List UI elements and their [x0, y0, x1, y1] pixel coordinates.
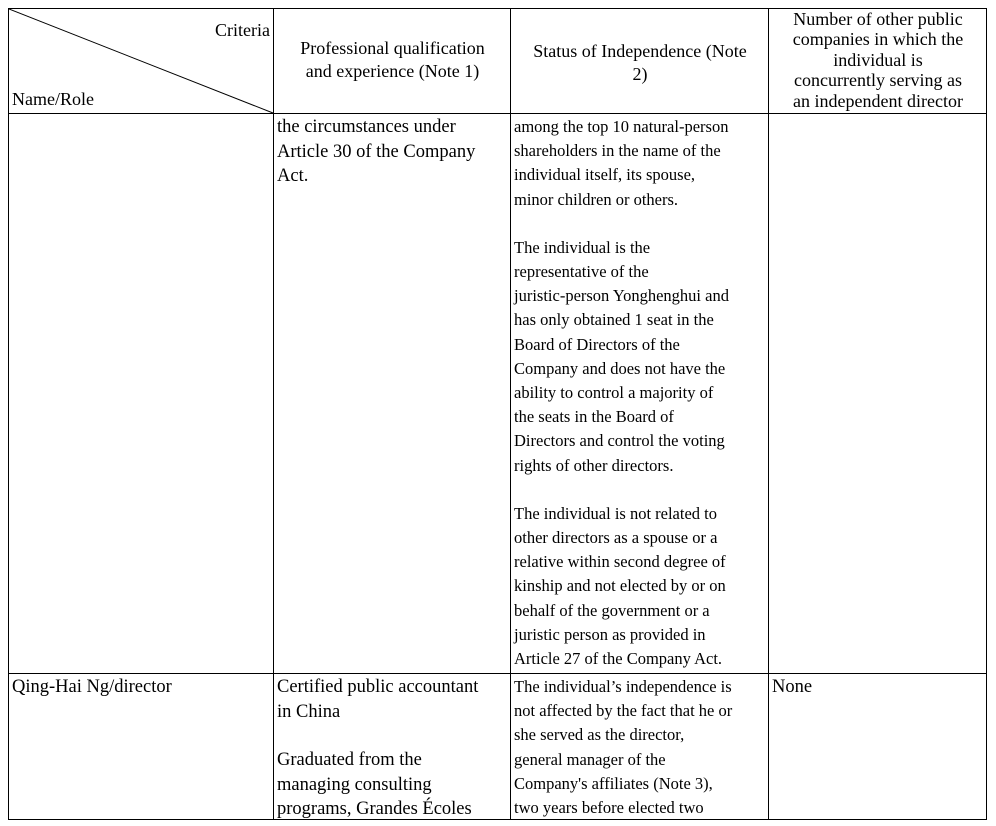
- header-independence: [511, 40, 769, 86]
- table-row-1-qualification: [274, 115, 511, 189]
- text-line: Company and does not have the: [514, 358, 726, 378]
- text-line: she served as the director,: [514, 725, 685, 745]
- text-line: juristic person as provided in: [514, 624, 706, 644]
- text-line: Article 27 of the Company Act.: [514, 649, 723, 669]
- text-line: other directors as a spouse or a: [514, 528, 718, 548]
- text-line: Graduated from the: [277, 750, 422, 770]
- text-line: has only obtained 1 seat in the: [514, 310, 714, 330]
- text-line: among the top 10 natural-person: [514, 117, 729, 136]
- header-line: Status of Independence (Note: [533, 41, 747, 61]
- text-line: minor children or others.: [514, 189, 679, 209]
- directors-independence-table: [8, 8, 987, 820]
- header-line: Professional qualification: [300, 38, 485, 58]
- header-line: individual is: [833, 49, 923, 70]
- text-line: general manager of the: [514, 749, 666, 769]
- table-row-2-independence: [511, 675, 769, 820]
- header-line: 2): [632, 64, 648, 84]
- text-line: behalf of the government or a: [514, 600, 710, 620]
- text-line: Directors and control the voting: [514, 431, 725, 451]
- text-line: programs, Grandes Écoles: [277, 799, 472, 819]
- name-role-label: Name/Role: [12, 89, 94, 109]
- header-line: an independent director: [793, 90, 963, 111]
- text-line: in China: [277, 701, 341, 722]
- text-line: The individual is not related to: [514, 503, 717, 523]
- text-line: kinship and not elected by or on: [514, 576, 726, 596]
- director-name: Qing-Hai Ng/director: [12, 677, 172, 697]
- table-row-1-name-role: [9, 114, 273, 673]
- table-row-2-other-companies: [769, 675, 987, 700]
- header-line: concurrently serving as: [794, 70, 962, 91]
- header-qualification: [274, 37, 511, 83]
- text-line: the seats in the Board of: [514, 407, 674, 427]
- text-line: shareholders in the name of the: [514, 141, 721, 161]
- text-line: two years before elected two: [514, 798, 704, 818]
- text-line: ability to control a majority of: [514, 383, 714, 403]
- row-divider: [9, 673, 986, 674]
- text-line: not affected by the fact that he or: [514, 701, 733, 721]
- text-line: individual itself, its spouse,: [514, 165, 696, 185]
- text-line: relative within second degree of: [514, 552, 726, 572]
- text-line: juristic-person Yonghenghui and: [514, 286, 729, 306]
- text-line: Act.: [277, 166, 309, 186]
- table-row-2-name-role: [9, 675, 273, 700]
- table-row-1-independence: [511, 115, 769, 671]
- text-line: representative of the: [514, 262, 649, 282]
- header-line: Number of other public: [793, 9, 963, 29]
- text-line: managing consulting: [277, 774, 432, 795]
- text-line: Certified public accountant: [277, 677, 479, 697]
- text-line: The individual’s independence is: [514, 677, 732, 696]
- other-companies-value: None: [772, 677, 813, 697]
- text-line: The individual is the: [514, 237, 651, 257]
- text-line: Company's affiliates (Note 3),: [514, 773, 713, 793]
- header-line: companies in which the: [792, 29, 964, 50]
- text-line: Article 30 of the Company: [277, 141, 476, 162]
- table-row-2-qualification: [274, 675, 511, 822]
- text-line: rights of other directors.: [514, 455, 674, 475]
- header-line: and experience (Note 1): [305, 61, 480, 81]
- header-other-companies: [769, 9, 987, 111]
- text-line: the circumstances under: [277, 117, 456, 137]
- criteria-label: Criteria: [215, 20, 270, 40]
- text-line: Board of Directors of the: [514, 334, 680, 354]
